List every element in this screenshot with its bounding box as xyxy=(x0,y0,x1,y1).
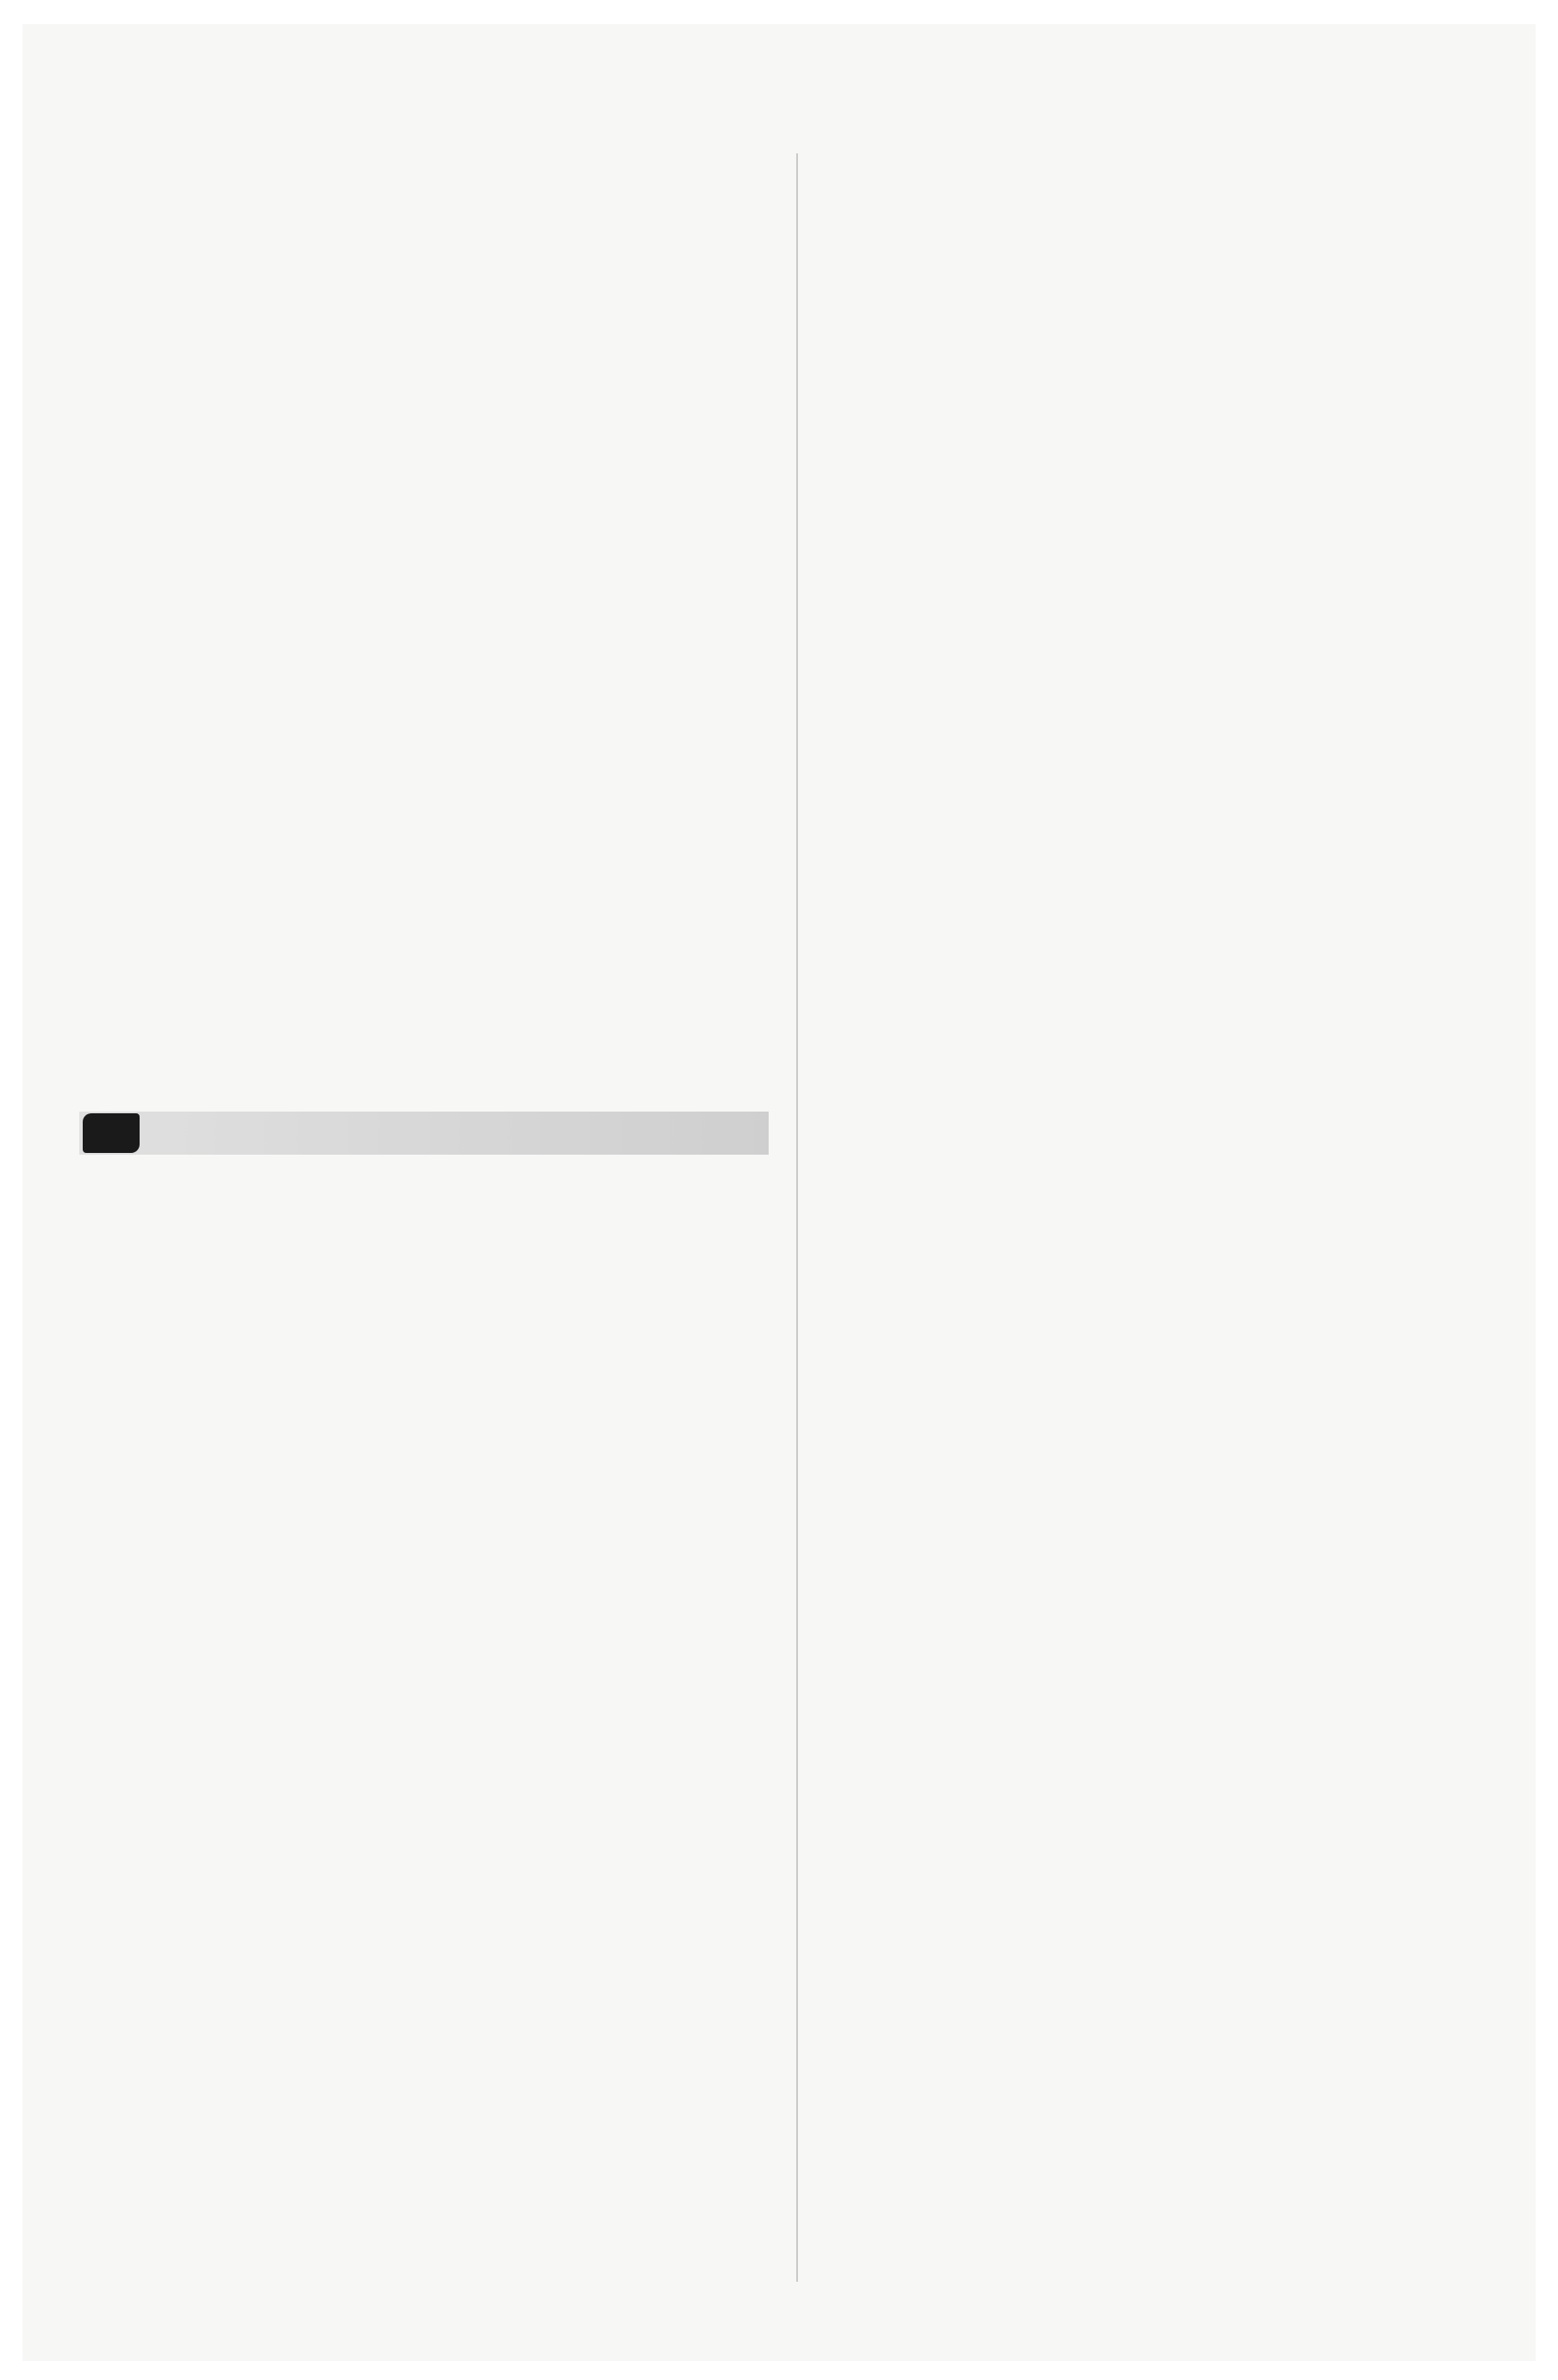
page-footer xyxy=(1467,2299,1491,2344)
page xyxy=(22,24,1536,2361)
column-divider xyxy=(796,153,798,2282)
badge-letter xyxy=(83,1113,140,1153)
section-badge xyxy=(79,1112,769,1155)
